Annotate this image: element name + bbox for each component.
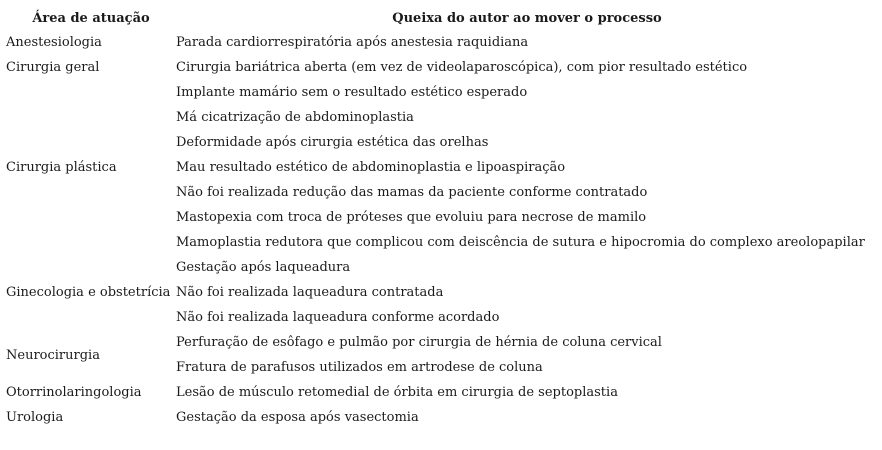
- complaint-cell: Gestação após laqueadura: [176, 260, 351, 275]
- complaint-cell: Perfuração de esôfago e pulmão por cirurgia de hérnia de coluna cervical: [176, 335, 662, 350]
- area-cell: Otorrinolaringologia: [6, 385, 142, 400]
- complaint-cell: Mastopexia com troca de próteses que evoluiu para necrose de mamilo: [176, 210, 647, 225]
- complaint-cell: Fratura de parafusos utilizados em artrodese de coluna: [176, 360, 543, 375]
- complaint-cell: Parada cardiorrespiratória após anestesia raquidiana: [176, 35, 529, 50]
- area-cell: Urologia: [6, 410, 64, 425]
- complaint-cell: Mamoplastia redutora que complicou com deiscência de sutura e hipocromia do complexo areolopapilar: [176, 235, 865, 250]
- area-cell: Anestesiologia: [6, 35, 102, 50]
- group-anestesiologia: [6, 30, 878, 55]
- complaint-cell: Gestação da esposa após vasectomia: [176, 410, 419, 425]
- table-header: [6, 6, 878, 30]
- complaint-cell: Má cicatrização de abdominoplastia: [176, 110, 414, 125]
- area-cell: Cirurgia plástica: [6, 160, 117, 175]
- area-cell: Cirurgia geral: [6, 60, 100, 75]
- complaint-cell: Deformidade após cirurgia estética das orelhas: [176, 135, 489, 150]
- group-otorrino: [6, 380, 878, 405]
- header-complaint: Queixa do autor ao mover o processo: [392, 10, 662, 26]
- area-cell: Neurocirurgia: [6, 347, 100, 363]
- complaint-cell: Não foi realizada laqueadura contratada: [176, 285, 444, 300]
- group-ginecologia: [6, 280, 878, 330]
- complaint-cell: Implante mamário sem o resultado estético esperado: [176, 85, 528, 100]
- group-cirurgia-geral: [6, 55, 878, 155]
- complaint-cell: Não foi realizada laqueadura conforme acordado: [176, 310, 500, 325]
- complaint-cell: Não foi realizada redução das mamas da paciente conforme contratado: [176, 185, 648, 200]
- complaints-table: [6, 6, 878, 430]
- complaint-cell: Lesão de músculo retomedial de órbita em cirurgia de septoplastia: [176, 385, 618, 400]
- group-urologia: [6, 405, 878, 430]
- area-cell: Ginecologia e obstetrícia: [6, 285, 171, 300]
- group-cirurgia-plastica: [6, 155, 878, 280]
- group-neurocirurgia: [6, 330, 878, 380]
- header-area: Área de atuação: [32, 10, 150, 26]
- complaint-cell: Cirurgia bariátrica aberta (em vez de videolaparoscópica), com pior resultado estético: [176, 60, 748, 75]
- complaint-cell: Mau resultado estético de abdominoplastia e lipoaspiração: [176, 160, 566, 175]
